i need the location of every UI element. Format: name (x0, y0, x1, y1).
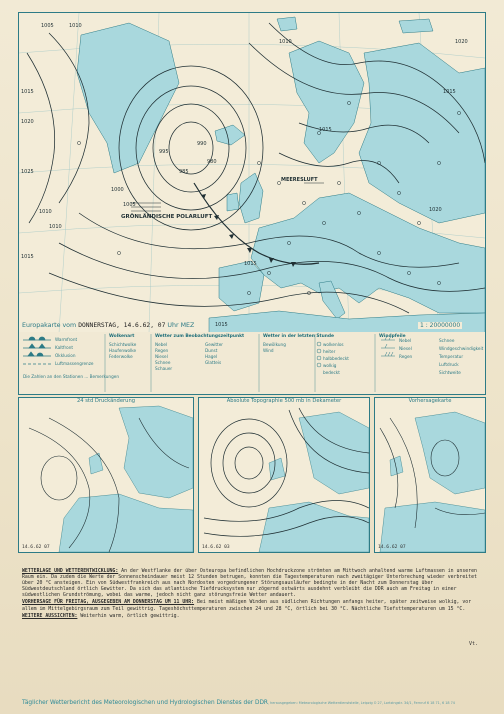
forecast-map (374, 397, 486, 553)
legend-item: Niesel (155, 354, 168, 359)
legend-item: Dunst (205, 348, 218, 353)
outlook-body: Weiterhin warm, örtlich gewittrig. (80, 612, 180, 619)
forecast-drawing (375, 398, 485, 552)
caption-prefix: Europakarte vom (22, 322, 77, 329)
legend-item: halbbedeckt (323, 356, 349, 361)
legend-front-airmass: Luftmassengrenze (55, 361, 94, 366)
legend-item: Regen (155, 348, 169, 353)
isobar-label: 980 (207, 159, 217, 165)
isobar-label: 1020 (455, 39, 468, 45)
legend-item: Federwolke (109, 354, 133, 359)
legend-item: Bewölkung (263, 342, 286, 347)
isobar-label: 1010 (69, 23, 82, 29)
legend-head-weather-hour: Wetter in der letzten Stunde (263, 334, 335, 339)
topography-500mb-map (198, 397, 370, 553)
legend-item: heiter (323, 349, 336, 354)
weather-situation-body: An der Westflanke der über Osteuropa befindlichen Hochdruckzone strömten am Mittwoch anhaltend warme Luftmassen in unseren Raum ein. Da zudem die Werte der Sonnenscheindauer meist 12 Stunden betrugen, konnten die Tagestemperaturen nach zweitägiger Unterbrechung wieder verbreitet über 20 °C ansteigen. Ein von Südwestfrankreich aus nach Nordosten vorgedrungener Störungsausläufer bedingte in der Nacht zum Donnerstag über Südwestdeutschland örtlich Gewitter. Da sich das atlantische Tiefdrucksystem nur zögernd ostwärts ausdehnt verbleibt die DDR auch am Freitag in einer südwestlichen Grundströmung, wobei das warme, jedoch nicht ganz störungsfreie Wetter andauert. (22, 568, 477, 599)
small-map-date: 14.6.62 07 (378, 545, 406, 550)
isobar-label: 1005 (123, 202, 136, 208)
legend-footer: Die Zahlen an den Stationen ... Bemerkungen (23, 374, 119, 379)
isobar-label: 1015 (215, 322, 228, 328)
legend-item: wolkig (323, 363, 337, 368)
isobar-label: 990 (197, 141, 207, 147)
map-caption (22, 322, 194, 329)
footer-title: Täglicher Wetterbericht des Meteorologischen und Hydrologischen Dienstes der DDR (22, 700, 268, 706)
legend-item: bedeckt (323, 370, 340, 375)
isobar-label: 1015 (443, 89, 456, 95)
forecast-heading: VORHERSAGE FÜR FREITAG, AUSGEGEBEN AM DONNERSTAG UM 11 UHR: (22, 599, 195, 606)
caption-suffix: Uhr MEZ (167, 322, 195, 329)
isobar-label: 1015 (244, 261, 257, 267)
publisher-footer (22, 700, 455, 706)
forecast-body: Bei meist mäßigen Winden aus südlichen Richtungen anfangs heiter, später zeitweise wolkig, vor allem im Mittelgebirgsraum zum Teil gewittrig. Tageshöchsttemperaturen zwischen 24 und 28 °C, örtlich bei 30 °C. Nächtliche Tiefsttemperaturen um 15 °C. (22, 599, 472, 612)
outlook-paragraph (22, 613, 482, 619)
legend-item: Schichtwolke (109, 342, 137, 347)
weather-situation-heading: WETTERLAGE UND WETTERENTWICKLUNG: (22, 568, 119, 574)
isobar-label: 1020 (21, 119, 34, 125)
legend-note: Windgeschwindigkeit (439, 346, 484, 351)
legend-front-occlusion: Okklusion (55, 353, 76, 358)
legend-note: Temperatur (439, 354, 464, 359)
legend-item: Gewitter (205, 342, 223, 347)
weather-situation-paragraph (22, 568, 482, 598)
europe-map-drawing (19, 13, 485, 333)
legend-head-wind: Windpfeile (379, 334, 406, 339)
pressure-change-map (18, 397, 194, 553)
airmass-label-maritime: MEERESLUFT (281, 177, 318, 183)
legend-head-weather-now: Wetter zum Beobachtungszeitpunkt (155, 334, 245, 339)
isobar-label: 1015 (319, 127, 332, 133)
legend-item: Niesel (399, 346, 412, 351)
caption-date: DONNERSTAG, 14.6.62, 07 (78, 322, 166, 329)
map-scale: 1 : 20000000 (420, 322, 461, 329)
legend-item: Nebel (399, 338, 412, 343)
legend-item: Nebel (155, 342, 168, 347)
legend-note: Luftdruck (439, 362, 459, 367)
isobar-label: 1010 (49, 224, 62, 230)
topography-drawing (199, 398, 369, 552)
isobar-label: 1015 (21, 254, 34, 260)
legend-item: Schnee (439, 338, 455, 343)
legend-item: Schnee (155, 360, 171, 365)
legend-item: Regen (399, 354, 413, 359)
small-map-date: 14.6.62 03 (202, 545, 230, 550)
small-map-title: Vorhersagekarte (375, 398, 485, 405)
legend-head-clouds: Wolkenart (109, 334, 135, 339)
legend-item: Haufenwolke (109, 348, 137, 353)
forecast-paragraph (22, 599, 482, 611)
author-signature: Vt. (468, 641, 478, 647)
footer-small-print: , herausgegeben: Meteorologische Wetterdienststelle, Leipzig O 27, Lortzingstr. 34/1, Fernruf 6 18 71, 6 18 74 (267, 701, 455, 705)
isobar-label: 1025 (21, 169, 34, 175)
legend-item: Schauer (155, 366, 173, 371)
legend-item: Hagel (205, 354, 218, 359)
isobar-label: 1015 (21, 89, 34, 95)
map-legend (18, 332, 486, 395)
legend-front-warm: Warmfront (55, 337, 78, 342)
small-map-date: 14.6.62 07 (22, 545, 50, 550)
small-map-title: 24 std Druckänderung (19, 398, 193, 405)
small-map-title: Absolute Topographie 500 mb in Dekameter (199, 398, 369, 405)
isobar-label: 1005 (41, 23, 54, 29)
isobar-label: 1000 (111, 187, 124, 193)
isobar-label: 1010 (39, 209, 52, 215)
isobar-label: 1010 (279, 39, 292, 45)
weather-report-text (22, 568, 482, 620)
legend-note: Sichtweite (439, 370, 461, 375)
outlook-heading: WEITERE AUSSICHTEN: (22, 612, 78, 619)
europe-weather-map (18, 12, 486, 334)
pressure-change-drawing (19, 398, 193, 552)
legend-item: Wind (263, 348, 274, 353)
isobar-label: 1020 (429, 207, 442, 213)
isobar-label: 985 (179, 169, 189, 175)
legend-item: Glatteis (205, 360, 222, 365)
landmasses (77, 17, 485, 333)
isobar-label: 995 (159, 149, 169, 155)
legend-front-cold: Kaltfront (55, 345, 74, 350)
legend-item: wolkenlos (323, 342, 344, 347)
airmass-label-polar: GRÖNLÄNDISCHE POLARLUFT (121, 214, 213, 220)
